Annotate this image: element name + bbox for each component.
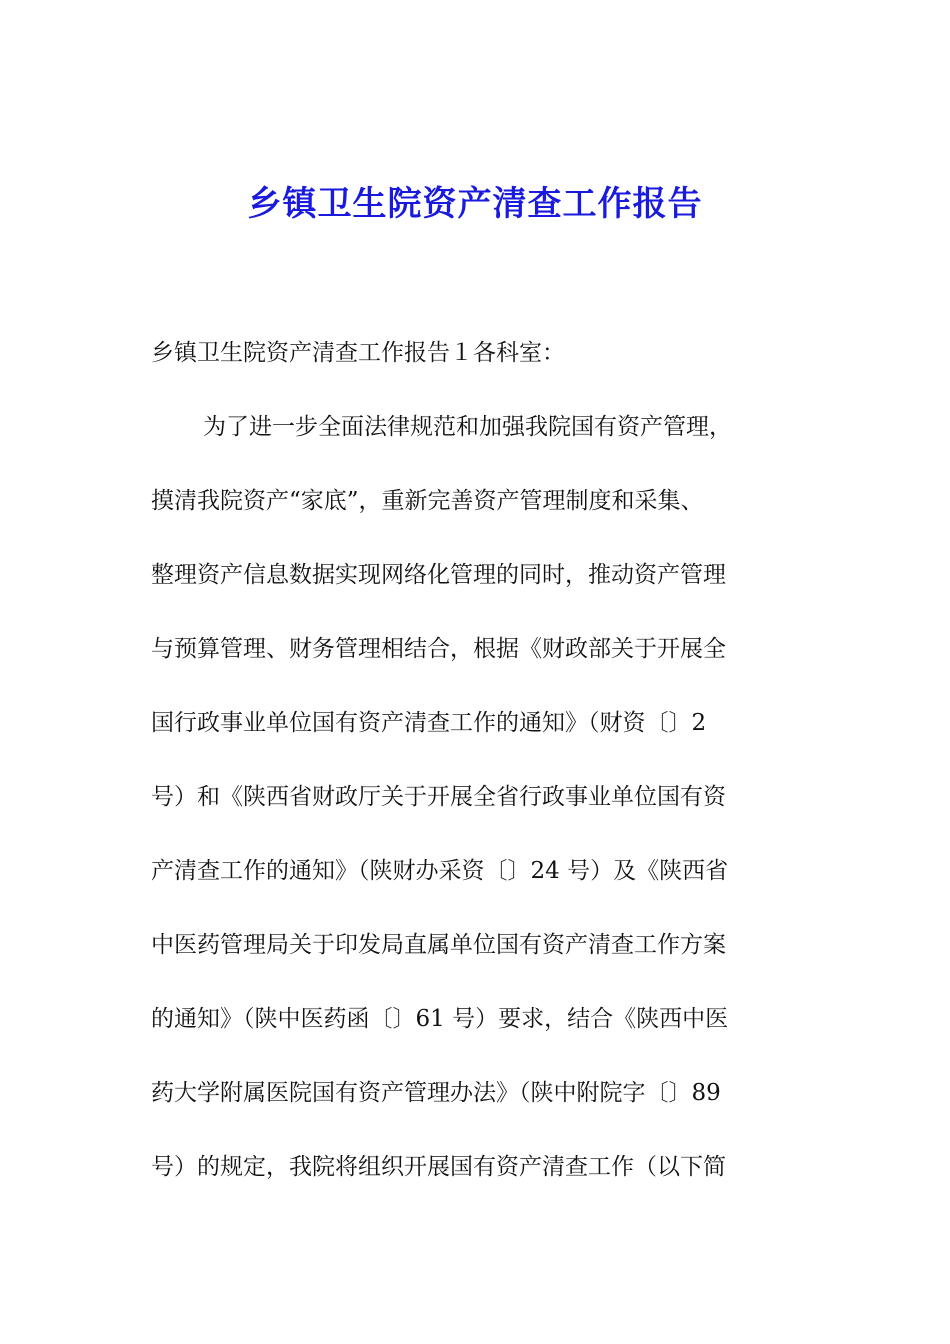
body-line-10: 药大学附属医院国有资产管理办法》（陕中附院字〔〕89	[151, 1080, 721, 1106]
body-line-8: 中医药管理局关于印发局直属单位国有资产清查工作方案	[151, 932, 726, 958]
intro-line: 乡镇卫生院资产清查工作报告１各科室：	[151, 340, 565, 366]
body-line-4: 与预算管理、财务管理相结合，根据《财政部关于开展全	[151, 636, 726, 662]
document-title: 乡镇卫生院资产清查工作报告	[247, 184, 703, 224]
body-line-1: 为了进一步全面法律规范和加强我院国有资产管理，	[203, 414, 732, 440]
body-line-5: 国行政事业单位国有资产清查工作的通知》（财资〔〕2	[151, 710, 707, 736]
body-line-9: 的通知》（陕中医药函〔〕61 号）要求，结合《陕西中医	[151, 1006, 729, 1032]
body-line-2: 摸清我院资产“家底”，重新完善资产管理制度和采集、	[151, 488, 704, 514]
body-line-7: 产清查工作的通知》（陕财办采资〔〕24 号）及《陕西省	[151, 858, 729, 884]
body-line-11: 号）的规定，我院将组织开展国有资产清查工作（以下简	[151, 1154, 726, 1180]
body-line-6: 号）和《陕西省财政厅关于开展全省行政事业单位国有资	[151, 784, 726, 810]
body-line-3: 整理资产信息数据实现网络化管理的同时，推动资产管理	[151, 562, 726, 588]
